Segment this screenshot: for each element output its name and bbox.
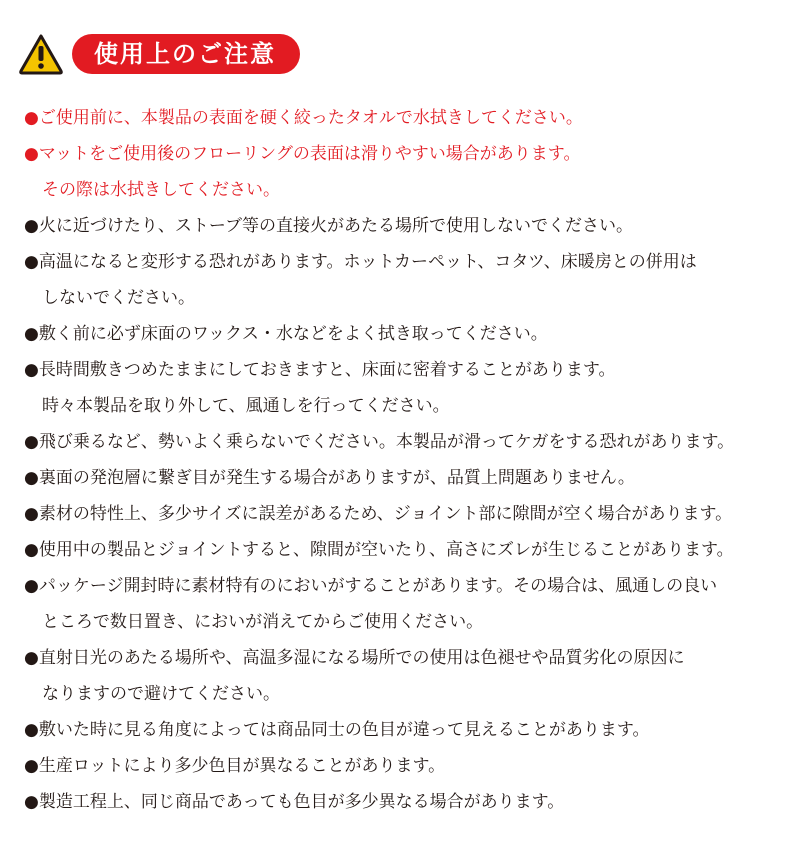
warning-triangle-icon [18, 33, 64, 75]
caution-item [24, 244, 794, 316]
caution-item-text: ●火に近づけたり、ストーブ等の直接火があたる場所で使用しないでください。 [24, 216, 633, 236]
caution-item [24, 568, 794, 640]
caution-item-continuation: しないでください。 [42, 288, 195, 308]
caution-header [18, 32, 300, 76]
caution-item-text: ●飛び乗るなど、勢いよく乗らないでください。本製品が滑ってケガをする恐れがあります。 [24, 432, 735, 452]
caution-item [24, 784, 794, 820]
caution-item [24, 316, 794, 352]
caution-item [24, 532, 794, 568]
caution-item-text: ●マットをご使用後のフローリングの表面は滑りやすい場合があります。 [24, 144, 581, 164]
caution-item-text: ●敷く前に必ず床面のワックス・水などをよく拭き取ってください。 [24, 324, 548, 344]
caution-item [24, 640, 794, 712]
page-title: 使用上のご注意 [72, 34, 300, 74]
caution-list [24, 100, 794, 820]
caution-item-text: ●素材の特性上、多少サイズに誤差があるため、ジョイント部に隙間が空く場合があります。 [24, 504, 733, 524]
caution-item-continuation: その際は水拭きしてください。 [42, 180, 280, 200]
caution-item-continuation: 時々本製品を取り外して、風通しを行ってください。 [42, 396, 450, 416]
caution-item-text: ●パッケージ開封時に素材特有のにおいがすることがあります。その場合は、風通しの良い [24, 576, 718, 596]
caution-item [24, 496, 794, 532]
caution-item-text: ●高温になると変形する恐れがあります。ホットカーペット、コタツ、床暖房との併用は [24, 252, 697, 272]
caution-item [24, 136, 794, 208]
caution-item-text: ●使用中の製品とジョイントすると、隙間が空いたり、高さにズレが生じることがあります。 [24, 540, 734, 560]
caution-item [24, 208, 794, 244]
caution-item-continuation: ところで数日置き、においが消えてからご使用ください。 [42, 612, 484, 632]
caution-item-text: ●長時間敷きつめたままにしておきますと、床面に密着することがあります。 [24, 360, 616, 380]
caution-item-text: ●敷いた時に見る角度によっては商品同士の色目が違って見えることがあります。 [24, 720, 650, 740]
caution-item-continuation: なりますので避けてください。 [42, 684, 280, 704]
caution-item-text: ●生産ロットにより多少色目が異なることがあります。 [24, 756, 446, 776]
caution-item [24, 424, 794, 460]
caution-item-text: ●裏面の発泡層に繋ぎ目が発生する場合がありますが、品質上問題ありません。 [24, 468, 635, 488]
caution-item [24, 100, 794, 136]
caution-item [24, 460, 794, 496]
caution-item [24, 352, 794, 424]
caution-item-text: ●ご使用前に、本製品の表面を硬く絞ったタオルで水拭きしてください。 [24, 108, 583, 128]
caution-item-text: ●直射日光のあたる場所や、高温多湿になる場所での使用は色褪せや品質劣化の原因に [24, 648, 685, 668]
caution-item [24, 748, 794, 784]
caution-item [24, 712, 794, 748]
caution-item-text: ●製造工程上、同じ商品であっても色目が多少異なる場合があります。 [24, 792, 565, 812]
